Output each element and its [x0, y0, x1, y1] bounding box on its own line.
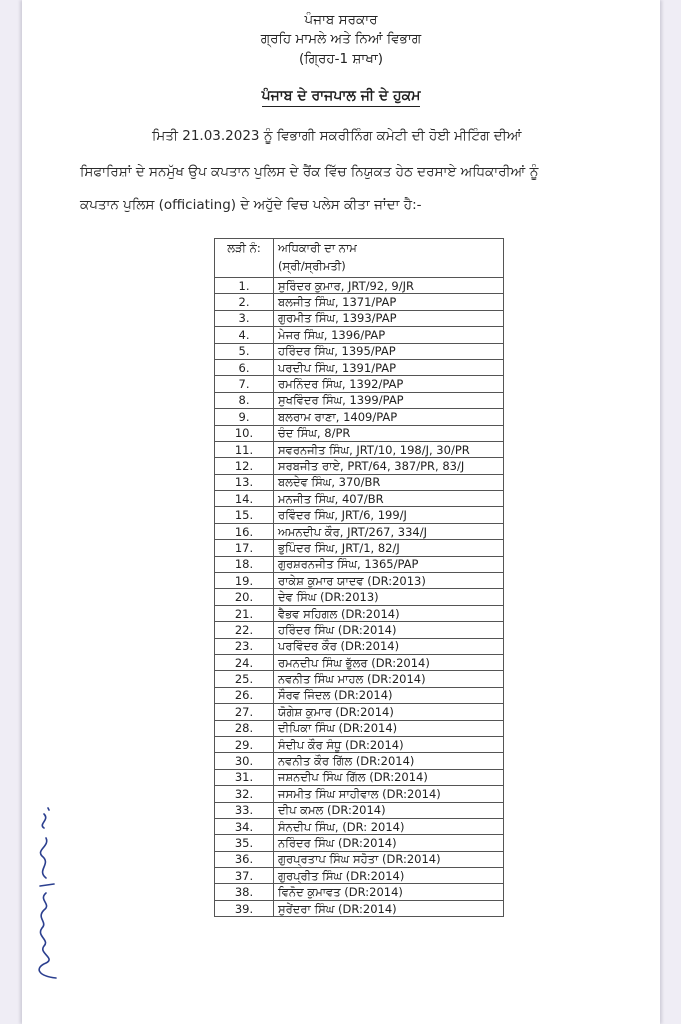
- serial-number-cell: 29.: [215, 736, 274, 752]
- table-row: [215, 884, 504, 900]
- serial-number-cell: 31.: [215, 769, 274, 785]
- table-row: [215, 605, 504, 621]
- officer-name-cell: ਨਵਨੀਤ ਸਿੰਘ ਮਾਹਲ (DR:2014): [274, 671, 504, 687]
- officers-table: [214, 238, 504, 917]
- serial-number-cell: 17.: [215, 540, 274, 556]
- serial-number-cell: 16.: [215, 523, 274, 539]
- officer-name-header-line-2: (ਸ੍ਰੀ/ਸ੍ਰੀਮਤੀ): [278, 259, 346, 273]
- officer-name-cell: ਬਲਦੇਵ ਸਿੰਘ, 370/BR: [274, 474, 504, 490]
- serial-number-cell: 39.: [215, 900, 274, 916]
- serial-number-cell: 5.: [215, 343, 274, 359]
- officer-name-cell: ਸੌਰਵ ਜਿੰਦਲ (DR:2014): [274, 687, 504, 703]
- table-row: [215, 589, 504, 605]
- serial-number-cell: 28.: [215, 720, 274, 736]
- serial-number-cell: 38.: [215, 884, 274, 900]
- serial-number-cell: 27.: [215, 704, 274, 720]
- table-row: [215, 753, 504, 769]
- serial-number-cell: 6.: [215, 359, 274, 375]
- officer-name-cell: ਨਰਿੰਦਰ ਸਿੰਘ (DR:2014): [274, 835, 504, 851]
- table-row: [215, 704, 504, 720]
- table-row: [215, 441, 504, 457]
- serial-number-cell: 10.: [215, 425, 274, 441]
- officer-name-cell: ਹਰਿੰਦਰ ਸਿੰਘ, 1395/PAP: [274, 343, 504, 359]
- serial-number-cell: 9.: [215, 409, 274, 425]
- table-row: [215, 556, 504, 572]
- officer-name-cell: ਜਸਮੀਤ ਸਿੰਘ ਸਾਹੀਵਾਲ (DR:2014): [274, 786, 504, 802]
- serial-number-cell: 26.: [215, 687, 274, 703]
- serial-number-cell: 13.: [215, 474, 274, 490]
- officer-name-cell: ਦੇਵ ਸਿੰਘ (DR:2013): [274, 589, 504, 605]
- serial-number-cell: 21.: [215, 605, 274, 621]
- serial-number-cell: 15.: [215, 507, 274, 523]
- officer-name-cell: ਸਰਬਜੀਤ ਰਾਏ, PRT/64, 387/PR, 83/J: [274, 458, 504, 474]
- officer-name-cell: ਪਰਦੀਪ ਸਿੰਘ, 1391/PAP: [274, 359, 504, 375]
- table-row: [215, 523, 504, 539]
- document-page: [22, 0, 660, 1024]
- officer-name-cell: ਯੋਗੇਸ਼ ਕੁਮਾਰ (DR:2014): [274, 704, 504, 720]
- serial-number-cell: 11.: [215, 441, 274, 457]
- serial-number-cell: 36.: [215, 851, 274, 867]
- serial-number-cell: 33.: [215, 802, 274, 818]
- officer-name-cell: ਦੀਪਿਕਾ ਸਿੰਘ (DR:2014): [274, 720, 504, 736]
- table-row: [215, 392, 504, 408]
- table-row: [215, 720, 504, 736]
- table-row: [215, 802, 504, 818]
- table-row: [215, 376, 504, 392]
- officer-name-cell: ਬਲਰਾਮ ਰਾਣਾ, 1409/PAP: [274, 409, 504, 425]
- officer-name-cell: ਪਰਵਿੰਦਰ ਕੌਰ (DR:2014): [274, 638, 504, 654]
- officer-name-cell: ਵਿਨੋਦ ਕੁਮਾਵਤ (DR:2014): [274, 884, 504, 900]
- officer-name-cell: ਵੈਭਵ ਸਹਿਗਲ (DR:2014): [274, 605, 504, 621]
- table-row: [215, 654, 504, 670]
- table-row: [215, 294, 504, 310]
- body-paragraph-line-1: ਮਿਤੀ 21.03.2023 ਨੂੰ ਵਿਭਾਗੀ ਸਕਰੀਨਿੰਗ ਕਮੇਟੀ ਦੀ ਹੋਈ ਮੀਟਿੰਗ ਦੀਆਂ: [152, 128, 522, 144]
- serial-number-cell: 24.: [215, 654, 274, 670]
- order-title-text: ਪੰਜਾਬ ਦੇ ਰਾਜਪਾਲ ਜੀ ਦੇ ਹੁਕਮ: [262, 88, 421, 107]
- table-header-row: [215, 239, 504, 278]
- table-row: [215, 458, 504, 474]
- serial-number-cell: 3.: [215, 310, 274, 326]
- branch-name: (ਗ੍ਰਿਹ-1 ਸ਼ਾਖਾ): [299, 51, 383, 67]
- serial-number-cell: 37.: [215, 868, 274, 884]
- serial-number-cell: 14.: [215, 491, 274, 507]
- officer-name-cell: ਗੁਰਪ੍ਰੀਤ ਸਿੰਘ (DR:2014): [274, 868, 504, 884]
- officer-name-cell: ਭੁਪਿੰਦਰ ਸਿੰਘ, JRT/1, 82/J: [274, 540, 504, 556]
- serial-number-cell: 25.: [215, 671, 274, 687]
- officer-name-cell: ਅਮਨਦੀਪ ਕੌਰ, JRT/267, 334/J: [274, 523, 504, 539]
- officer-name-cell: ਚੰਦ ਸਿੰਘ, 8/PR: [274, 425, 504, 441]
- table-row: [215, 671, 504, 687]
- officer-name-cell: ਰਮਨਿੰਦਰ ਸਿੰਘ, 1392/PAP: [274, 376, 504, 392]
- serial-number-cell: 2.: [215, 294, 274, 310]
- officer-name-cell: ਸੁਰੇਂਦਰਾ ਸਿੰਘ (DR:2014): [274, 900, 504, 916]
- officer-name-cell: ਜਸ਼ਨਦੀਪ ਸਿੰਘ ਗਿੱਲ (DR:2014): [274, 769, 504, 785]
- table-row: [215, 900, 504, 916]
- officer-name-cell: ਮਨਜੀਤ ਸਿੰਘ, 407/BR: [274, 491, 504, 507]
- serial-number-cell: 20.: [215, 589, 274, 605]
- officer-name-header-line-1: ਅਧਿਕਾਰੀ ਦਾ ਨਾਮ: [278, 241, 357, 255]
- serial-number-cell: 19.: [215, 573, 274, 589]
- officer-name-cell: ਬਲਜੀਤ ਸਿੰਘ, 1371/PAP: [274, 294, 504, 310]
- government-name: ਪੰਜਾਬ ਸਰਕਾਰ: [304, 12, 378, 28]
- officer-name-cell: ਹਰਿੰਦਰ ਸਿੰਘ (DR:2014): [274, 622, 504, 638]
- table-row: [215, 278, 504, 294]
- officer-name-cell: ਰਾਕੇਸ਼ ਕੁਮਾਰ ਯਾਦਵ (DR:2013): [274, 573, 504, 589]
- table-row: [215, 491, 504, 507]
- serial-number-cell: 34.: [215, 818, 274, 834]
- serial-number-cell: 1.: [215, 278, 274, 294]
- table-row: [215, 310, 504, 326]
- table-row: [215, 573, 504, 589]
- table-row: [215, 425, 504, 441]
- officer-name-cell: ਰਮਨਦੀਪ ਸਿੰਘ ਭੁੱਲਰ (DR:2014): [274, 654, 504, 670]
- table-row: [215, 327, 504, 343]
- handwritten-signature: [26, 798, 66, 988]
- serial-number-cell: 32.: [215, 786, 274, 802]
- table-row: [215, 736, 504, 752]
- serial-number-cell: 12.: [215, 458, 274, 474]
- officer-name-header: [274, 239, 504, 278]
- order-title: [22, 85, 660, 104]
- serial-number-cell: 30.: [215, 753, 274, 769]
- serial-number-cell: 23.: [215, 638, 274, 654]
- officer-name-cell: ਰਵਿੰਦਰ ਸਿੰਘ, JRT/6, 199/J: [274, 507, 504, 523]
- officer-name-cell: ਨਵਨੀਤ ਕੌਰ ਗਿੱਲ (DR:2014): [274, 753, 504, 769]
- table-row: [215, 622, 504, 638]
- table-row: [215, 474, 504, 490]
- table-row: [215, 687, 504, 703]
- officer-name-cell: ਗੁਰਸ਼ਰਨਜੀਤ ਸਿੰਘ, 1365/PAP: [274, 556, 504, 572]
- table-row: [215, 359, 504, 375]
- table-row: [215, 851, 504, 867]
- table-row: [215, 818, 504, 834]
- department-name: ਗ੍ਰਹਿ ਮਾਮਲੇ ਅਤੇ ਨਿਆਂ ਵਿਭਾਗ: [260, 31, 422, 47]
- officer-name-cell: ਸੰਨਦੀਪ ਸਿੰਘ, (DR: 2014): [274, 818, 504, 834]
- serial-number-cell: 8.: [215, 392, 274, 408]
- table-row: [215, 638, 504, 654]
- officer-name-cell: ਸੰਦੀਪ ਕੌਰ ਸੰਧੂ (DR:2014): [274, 736, 504, 752]
- serial-number-cell: 18.: [215, 556, 274, 572]
- officers-table-body: [215, 278, 504, 917]
- table-row: [215, 343, 504, 359]
- officer-name-cell: ਦੀਪ ਕਮਲ (DR:2014): [274, 802, 504, 818]
- body-paragraph-line-2: ਸਿਫਾਰਿਸ਼ਾਂ ਦੇ ਸਨਮੁੱਖ ਉਪ ਕਪਤਾਨ ਪੁਲਿਸ ਦੇ ਰੈਂਕ ਵਿੱਚ ਨਿਯੁਕਤ ਹੇਠ ਦਰਸਾਏ ਅਧਿਕਾਰੀਆਂ ਨੂੰ: [80, 164, 539, 180]
- officer-name-cell: ਗੁਰਮੀਤ ਸਿੰਘ, 1393/PAP: [274, 310, 504, 326]
- body-paragraph-line-3: ਕਪਤਾਨ ਪੁਲਿਸ (officiating) ਦੇ ਅਹੁੱਦੇ ਵਿਚ ਪਲੇਸ ਕੀਤਾ ਜਾਂਦਾ ਹੈ:-: [80, 197, 422, 213]
- table-row: [215, 507, 504, 523]
- table-row: [215, 540, 504, 556]
- table-row: [215, 868, 504, 884]
- table-row: [215, 786, 504, 802]
- officer-name-cell: ਗੁਰਪ੍ਰਤਾਪ ਸਿੰਘ ਸਹੋਤਾ (DR:2014): [274, 851, 504, 867]
- serial-number-cell: 22.: [215, 622, 274, 638]
- serial-number-cell: 35.: [215, 835, 274, 851]
- table-row: [215, 409, 504, 425]
- table-row: [215, 835, 504, 851]
- serial-number-header: ਲੜੀ ਨੰ:: [215, 239, 274, 278]
- officer-name-cell: ਸੁਰਿੰਦਰ ਕੁਮਾਰ, JRT/92, 9/JR: [274, 278, 504, 294]
- serial-number-cell: 4.: [215, 327, 274, 343]
- table-row: [215, 769, 504, 785]
- officer-name-cell: ਸਵਰਨਜੀਤ ਸਿੰਘ, JRT/10, 198/J, 30/PR: [274, 441, 504, 457]
- officer-name-cell: ਮੇਜਰ ਸਿੰਘ, 1396/PAP: [274, 327, 504, 343]
- officer-name-cell: ਸੁਖਵਿੰਦਰ ਸਿੰਘ, 1399/PAP: [274, 392, 504, 408]
- serial-number-cell: 7.: [215, 376, 274, 392]
